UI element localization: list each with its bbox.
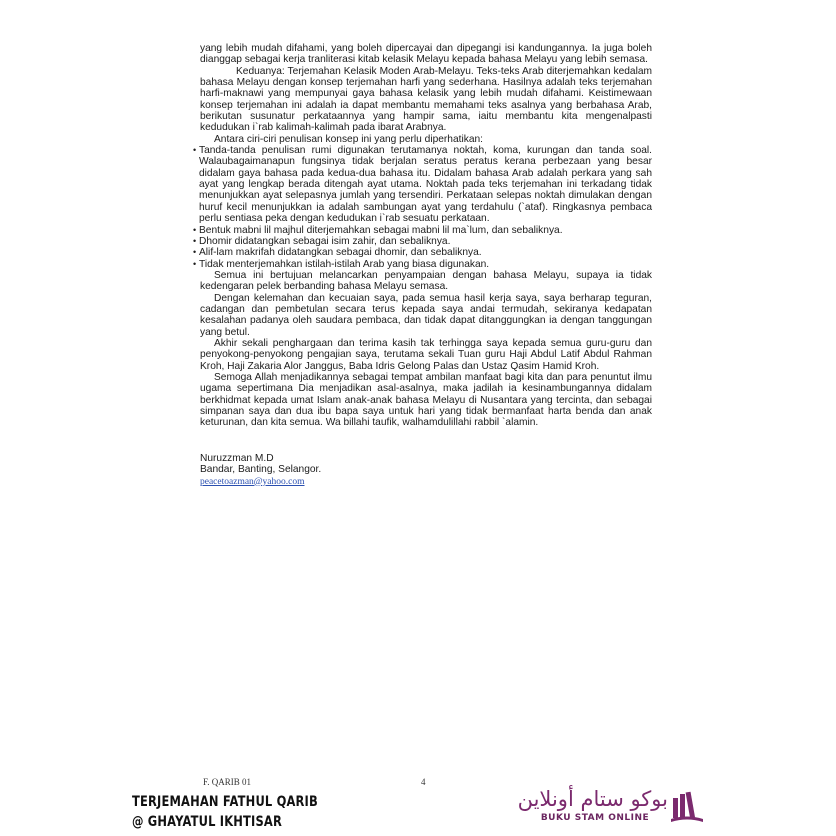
list-item: • Dhomir didatangkan sebagai isim zahir, dan sebaliknya. (193, 235, 451, 247)
page-number: 4 (421, 777, 426, 787)
paragraph-tujuan: Semua ini bertujuan melancarkan penyampaian dengan bahasa Melayu, supaya ia tidak kedengaran pelek berbanding bahasa Melayu semasa. (200, 269, 652, 293)
bullet-icon: • (193, 235, 197, 246)
author-email-link[interactable]: peacetoazman@yahoo.com (200, 476, 305, 487)
paragraph-intro: yang lebih mudah difahami, yang boleh dipercayai dan dipegangi isi kandungannya. Ia juga boleh dianggap sebagai kerja tranliterasi kitab kelasik Melayu kepada bahasa Melayu yang lebih semasa. (200, 43, 652, 66)
footer-running-title: F. QARIB 01 (203, 777, 252, 787)
bullet-icon: • (193, 224, 197, 235)
logo-latin-text: BUKU STAM ONLINE (540, 813, 650, 823)
logo-arabic-text: بوكو ستام أونلاين (517, 787, 668, 811)
page-body (193, 43, 652, 488)
paragraph-kelemahan: Dengan kelemahan dan kecuaian saya, pada semua hasil kerja saya, saya berharap teguran, cadangan dan pembetulan secara terus kepada saya andai termudah, sekiranya kedapatan kesalahan padanya oleh saudara pembaca, dan tidak dapat ditanggungkan ia dengan tanggungan yang betul. (200, 292, 652, 338)
brand-logo (517, 786, 705, 830)
list-item: • Alif-lam makrifah didatangkan sebagai dhomir, dan sebaliknya. (193, 247, 482, 259)
list-item: • Tanda-tanda penulisan rumi digunakan terutamanya noktah, koma, kurungan dan tanda soal. Walaubagaimanapun fungsinya tidak berjalan seratus peratus kerana perbezaan yang besar didalam gaya bahasa pada kedua-dua bahasa itu. Didalam bahasa Arab adalah perkara yang sah ayat yang lengkap berada ditengah ayat utama. Noktah pada teks terjemahan ini terkadang tidak menunjukkan ayat selepasnya jumlah yang tersendiri. Perkataan selepas noktah dimulakan dengan huruf kecil menunjukkan ia adalah sambungan ayat yang terdahulu (`ataf). Ringkasnya pembaca perlu sentiasa peka dengan kedudukan i`rab sesuatu perkataan. (193, 145, 652, 225)
paragraph-ciri: Antara ciri-ciri penulisan konsep ini yang perlu diperhatikan: (214, 133, 483, 145)
bullet-icon: • (193, 145, 197, 156)
paragraph-penghargaan: Akhir sekali penghargaan dan terima kasih tak terhingga saya kepada semua guru-guru dan penyokong-penyokong pengajian saya, terutama sekali Tuan guru Haji Abdul Latif Abdul Rahman Kroh, Haji Zakaria Alor Janggus, Baba Idris Gelong Palas dan Ustaz Qasim Hamid Kroh. (200, 337, 652, 372)
list-item: • Tidak menterjemahkan istilah-istilah Arab yang biasa digunakan. (193, 258, 490, 270)
bullet-icon: • (193, 258, 197, 269)
books-icon (670, 788, 704, 824)
paragraph-keduanya: Keduanya: Terjemahan Kelasik Moden Arab-Melayu. Teks-teks Arab diterjemahkan kedalam bahasa Melayu dengan konsep terjemahan harfi yang sederhana. Hasilnya adalah teks terjemahan harfi-maknawi yang mempunyai gaya bahasa kelasik yang lebih mudah difahami. Keistimewaan konsep terjemahan ini adalah ia dapat membantu memahami teks asalnya yang berbahasa Arab, berikutan susunatur perkataannya yang hampir sama, iaitu membantu kita mengenalpasti kedudukan i`rab kalimah-kalimah pada ibarat Arabnya. (200, 65, 652, 134)
book-caption (132, 792, 318, 832)
bullet-icon: • (193, 247, 197, 258)
caption-title: TERJEMAHAN FATHUL QARIB (132, 794, 318, 810)
paragraph-doa: Semoga Allah menjadikannya sebagai tempat ambilan manfaat bagi kita dan para penuntut ilmu ugama sepertimana Dia menjadikan asal-asalnya, maka jadilah ia kesinambungannya didalam berkhidmat kepada umat Islam anak-anak bahasa Melayu di Nusantara yang tercinta, dan sebagai simpanan saya dan dua ibu bapa saya untuk hari yang tidak bermanfaat harta benda dan anak keturunan, dan kita semua. Wa billahi taufik, walhamdulillahi rabbil `alamin. (200, 371, 652, 429)
signature-block (200, 453, 652, 489)
list-item: • Bentuk mabni lil majhul diterjemahkan sebagai mabni lil ma`lum, dan sebaliknya. (193, 224, 563, 236)
author-name: Nuruzzman M.D (200, 452, 274, 464)
author-address: Bandar, Banting, Selangor. (200, 464, 322, 476)
caption-subtitle: @ GHAYATUL IKHTISAR (132, 814, 282, 830)
feature-list (193, 145, 652, 270)
